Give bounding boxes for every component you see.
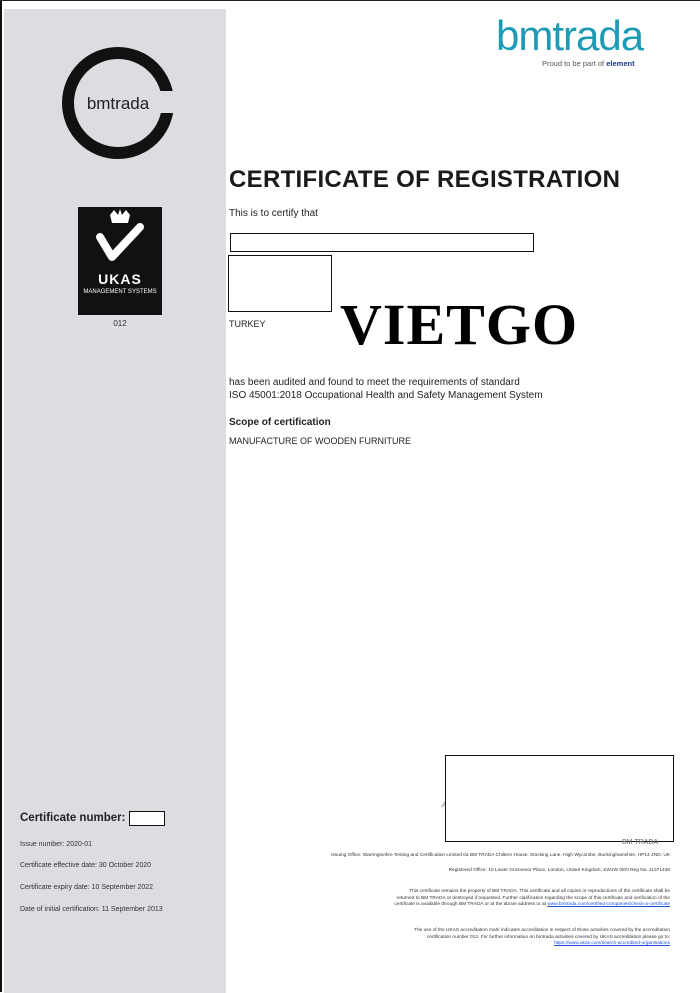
left-sidebar xyxy=(4,9,226,993)
vietgo-watermark: VIETGO xyxy=(340,292,579,357)
property-line-3 xyxy=(278,902,670,909)
ukas-line-1: The use of the UKAS accreditation mark indicates accreditation in respect of those activities covered by the accreditation xyxy=(414,928,670,933)
brand-logo: bmtrada xyxy=(496,12,644,59)
tagline-text: Proud to be part of xyxy=(542,59,605,68)
ukas-logo xyxy=(78,207,162,315)
certification-seal-icon xyxy=(62,47,174,159)
address-redaction xyxy=(228,255,332,312)
crown-check-icon xyxy=(78,207,162,271)
seal-text: bmtrada xyxy=(86,94,150,113)
audited-line: has been audited and found to meet the requirements of standard xyxy=(229,377,520,388)
issuing-office: Issuing Office: Warringtonfire Testing and Certification Limited t/a BM TRADA Chiltern House, Stocking Lane, High Wycombe, Buckinghamshire, HP14 4ND, UK xyxy=(331,853,670,858)
certificate-number-label: Certificate number: xyxy=(20,812,126,824)
property-line-1: This certificate remains the property of BM TRADA. This certificate and all copies or reproductions of the certificate shall be xyxy=(409,889,670,894)
ukas-line-2: certification number 012. For further information on bmtrada activities covered by UKAS accreditation please go to: xyxy=(426,934,670,940)
signature-label: BM TRADA xyxy=(622,839,659,846)
check-certificate-link[interactable]: www.bmtrada.com/certified-companies/check-a-certificate xyxy=(547,902,670,908)
certify-line: This is to certify that xyxy=(229,208,318,219)
ukas-label: UKAS xyxy=(98,271,142,287)
property-line-3-text: certificate is available through BM TRADA or at the above address or at xyxy=(394,902,547,908)
expiry-date: Certificate expiry date: 10 September 2022 xyxy=(20,884,154,891)
signature-redaction xyxy=(445,755,674,842)
certificate-number-redaction xyxy=(129,811,165,826)
property-line-2: returned to BM TRADA or destroyed if requested. Further clarification regarding the scope of this certificate and verification of the xyxy=(396,895,670,901)
effective-date: Certificate effective date: 30 October 2020 xyxy=(20,862,152,869)
company-name-redaction xyxy=(230,233,534,252)
initial-certification-date: Date of initial certification: 11 September 2013 xyxy=(20,906,163,913)
scope-heading: Scope of certification xyxy=(229,417,331,428)
ukas-link-line xyxy=(278,941,670,948)
element-logo: element xyxy=(606,59,635,68)
issue-number: Issue number: 2020-01 xyxy=(20,841,92,848)
ukas-number: 012 xyxy=(113,319,127,328)
brand-tagline xyxy=(542,59,635,68)
certificate-title: CERTIFICATE OF REGISTRATION xyxy=(229,166,621,193)
country: TURKEY xyxy=(229,319,266,329)
ukas-subtitle: MANAGEMENT SYSTEMS xyxy=(83,289,157,295)
scope-text: MANUFACTURE OF WOODEN FURNITURE xyxy=(229,436,411,446)
ukas-search-link[interactable]: https://www.ukas.com/search-accredited-organisations xyxy=(554,941,670,947)
property-notice xyxy=(278,889,670,909)
ukas-notice xyxy=(278,928,670,948)
standard-line: ISO 45001:2018 Occupational Health and Safety Management System xyxy=(229,390,543,401)
registered-office: Registered Office: 10 Lower Grosvenor Place, London, United Kingdom, SW1W 0EN Reg No. 11371436 xyxy=(448,868,670,873)
